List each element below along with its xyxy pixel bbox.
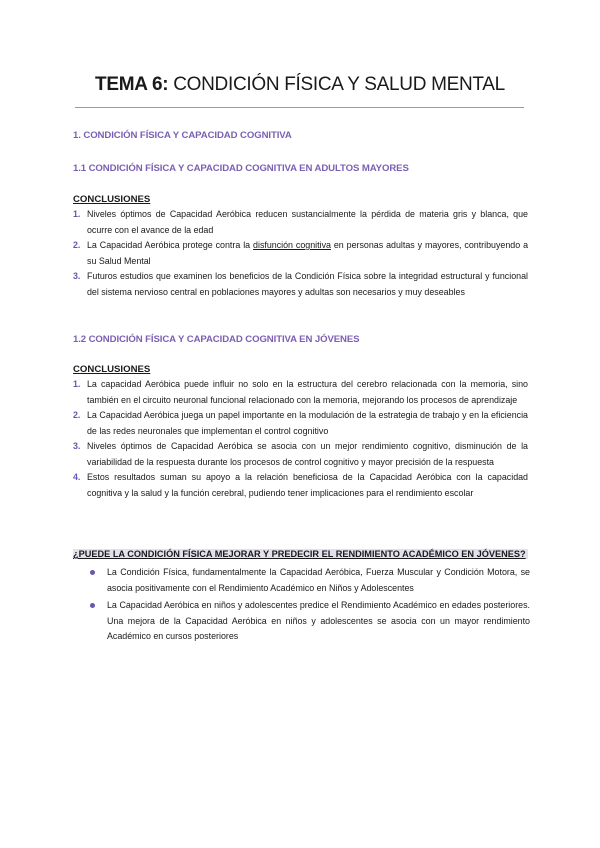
page-title bbox=[0, 74, 600, 96]
conclusions-label-2: CONCLUSIONES bbox=[73, 364, 151, 375]
list-item bbox=[73, 439, 528, 470]
item-number: 1. bbox=[73, 209, 81, 219]
conclusions-label-1: CONCLUSIONES bbox=[73, 194, 151, 205]
underlined-term: disfunción cognitiva bbox=[253, 240, 331, 250]
item-text: Niveles óptimos de Capacidad Aeróbica se asocia con un mejor rendimiento cognitivo, disminución de la variabilidad de la respuesta durante los procesos de control cognitivo y mayor precisión de la respuesta bbox=[87, 441, 528, 467]
list-item bbox=[88, 598, 530, 645]
item-number: 2. bbox=[73, 240, 81, 250]
bullet-text: La Condición Física, fundamentalmente la Capacidad Aeróbica, Fuerza Muscular y Condición Motora, se asocia positivamente con el Rendimiento Académico en Niños y Adolescentes bbox=[107, 567, 530, 593]
bullet-dot-icon bbox=[90, 570, 95, 575]
item-text: Niveles óptimos de Capacidad Aeróbica reducen sustancialmente la pérdida de materia gris y blanca, que ocurre con el avance de la edad bbox=[87, 209, 528, 235]
section-1-1-heading: 1.1 CONDICIÓN FÍSICA Y CAPACIDAD COGNITIVA EN ADULTOS MAYORES bbox=[73, 163, 409, 174]
section-1-2-heading: 1.2 CONDICIÓN FÍSICA Y CAPACIDAD COGNITIVA EN JÓVENES bbox=[73, 334, 360, 345]
item-text: La Capacidad Aeróbica juega un papel importante en la modulación de la estrategia de trabajo y en la eficiencia de las redes neuronales que implementan el control cognitivo bbox=[87, 410, 528, 436]
question-bullet-list bbox=[88, 565, 530, 647]
item-text: La capacidad Aeróbica puede influir no solo en la estructura del cerebro relacionada con la memoria, sino también en el circuito neuronal funcional relacionado con la memoria, mejorando los procesos de aprendizaje bbox=[87, 379, 528, 405]
list-item bbox=[73, 470, 528, 501]
conclusions-list-2 bbox=[73, 377, 528, 501]
bullet-text: La Capacidad Aeróbica en niños y adolescentes predice el Rendimiento Académico en edades posteriores. Una mejora de la Capacidad Aeróbica en niños y adolescentes se asocia con un mayor rendimiento Académico en cursos posteriores bbox=[107, 600, 530, 641]
item-number: 3. bbox=[73, 271, 81, 281]
section-1-heading: 1. CONDICIÓN FÍSICA Y CAPACIDAD COGNITIVA bbox=[73, 130, 292, 141]
item-text: Estos resultados suman su apoyo a la relación beneficiosa de la Capacidad Aeróbica con la capacidad cognitiva y la salud y la función cerebral, pudiendo tener implicaciones para el rendimiento escolar bbox=[87, 472, 528, 498]
item-number: 4. bbox=[73, 472, 81, 482]
list-item bbox=[73, 408, 528, 439]
title-divider bbox=[75, 107, 524, 108]
list-item bbox=[73, 377, 528, 408]
list-item bbox=[73, 207, 528, 238]
title-text: CONDICIÓN FÍSICA Y SALUD MENTAL bbox=[168, 74, 505, 95]
item-number: 1. bbox=[73, 379, 81, 389]
item-text: Futuros estudios que examinen los beneficios de la Condición Física sobre la integridad estructural y funcional del sistema nervioso central en poblaciones mayores y adultas son necesarios y muy deseables bbox=[87, 271, 528, 297]
item-text-pre: La Capacidad Aeróbica protege contra la bbox=[87, 240, 254, 250]
list-item bbox=[73, 238, 528, 269]
bullet-dot-icon bbox=[90, 603, 95, 608]
item-number: 2. bbox=[73, 410, 81, 420]
question-heading: ¿PUEDE LA CONDICIÓN FÍSICA MEJORAR Y PREDECIR EL RENDIMIENTO ACADÉMICO EN JÓVENES? bbox=[73, 549, 526, 559]
item-text-post: en personas adultas y mayores, contribuyendo a su Salud Mental bbox=[87, 240, 529, 266]
list-item bbox=[88, 565, 530, 596]
list-item bbox=[73, 269, 528, 300]
conclusions-list-1 bbox=[73, 207, 528, 300]
title-prefix: TEMA 6: bbox=[95, 74, 169, 95]
item-number: 3. bbox=[73, 441, 81, 451]
